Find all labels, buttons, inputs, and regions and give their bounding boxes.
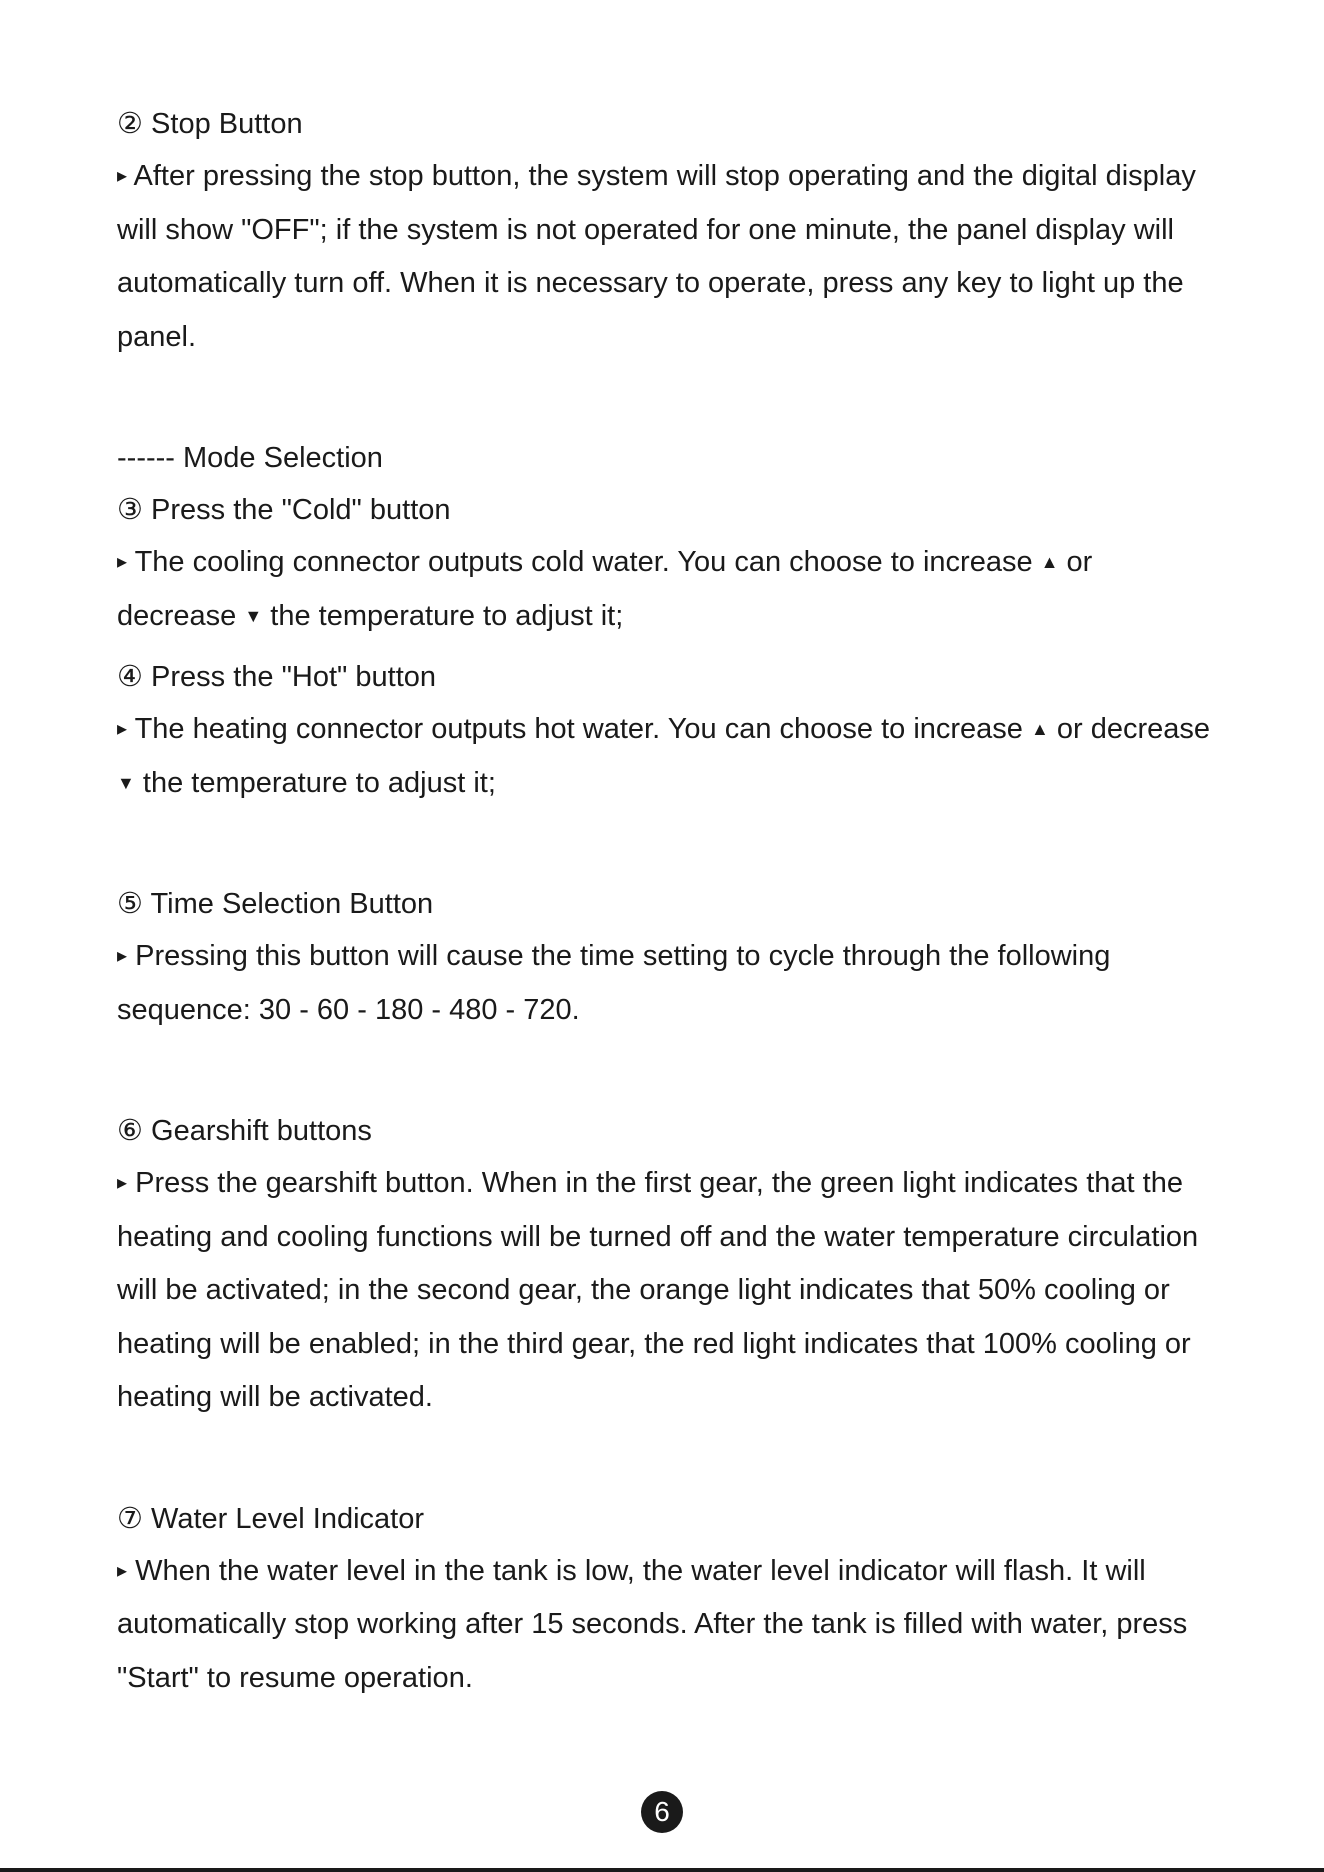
bullet-triangle-icon: ▸ [117,1559,128,1582]
hot-text-part1: The heating connector outputs hot water. You can choose to increase [134,713,1023,745]
bullet-triangle-icon: ▸ [117,945,128,967]
up-arrow-icon: ▲ [1031,719,1049,739]
bullet-triangle-icon: ▸ [117,1172,128,1194]
hot-button-heading: ④ Press the "Hot" button [117,661,437,693]
cold-button-description [117,536,1217,643]
cold-text-part2: or decrease [117,546,1093,632]
time-selection-text: Pressing this button will cause the time setting to cycle through the following sequence: 30 - 60 - 180 - 480 - 720. [117,940,1111,1026]
water-level-description [117,1545,1217,1706]
hot-text-part3: the temperature to adjust it; [142,766,496,799]
bullet-triangle-icon: ▸ [117,165,128,187]
down-arrow-icon: ▼ [244,605,263,626]
hot-button-description [117,703,1217,810]
gearshift-text: Press the gearshift button. When in the first gear, the green light indicates that the heating and cooling functions will be turned off and the water temperature circulation will be activated; in the second gear, the orange light indicates that 50% cooling or heating will be enabled; in the third gear, the red light indicates that 100% cooling or heating will be activated. [117,1167,1199,1413]
up-arrow-icon: ▲ [1040,552,1059,572]
mode-selection-heading: ------ Mode Selection [117,442,383,474]
gearshift-description [117,1157,1217,1425]
bottom-divider [0,1868,1324,1872]
cold-text-part3: the temperature to adjust it; [270,599,624,632]
down-arrow-icon: ▼ [117,772,135,793]
manual-page [117,98,1217,1713]
water-level-text: When the water level in the tank is low, the water level indicator will flash. It will automatically stop working after 15 seconds. After the tank is filled with water, press "Start" to resume operation. [117,1554,1188,1694]
stop-button-text: After pressing the stop button, the system will stop operating and the digital display will show "OFF"; if the system is not operated for one minute, the panel display will automatically turn off. When it is necessary to operate, press any key to light up the panel. [117,160,1196,353]
time-selection-description [117,930,1217,1037]
page-number-badge: 6 [641,1791,683,1833]
bullet-triangle-icon: ▸ [117,718,128,740]
cold-text-part1: The cooling connector outputs cold water. You can choose to increase [134,546,1033,578]
gearshift-heading: ⑥ Gearshift buttons [117,1115,372,1147]
hot-text-part2: or decrease [1056,713,1211,745]
stop-button-heading: ② Stop Button [117,108,303,140]
cold-button-heading: ③ Press the "Cold" button [117,494,451,526]
water-level-heading: ⑦ Water Level Indicator [117,1502,424,1535]
stop-button-description [117,150,1217,364]
bullet-triangle-icon: ▸ [117,551,128,573]
time-selection-heading: ⑤ Time Selection Button [117,888,434,920]
